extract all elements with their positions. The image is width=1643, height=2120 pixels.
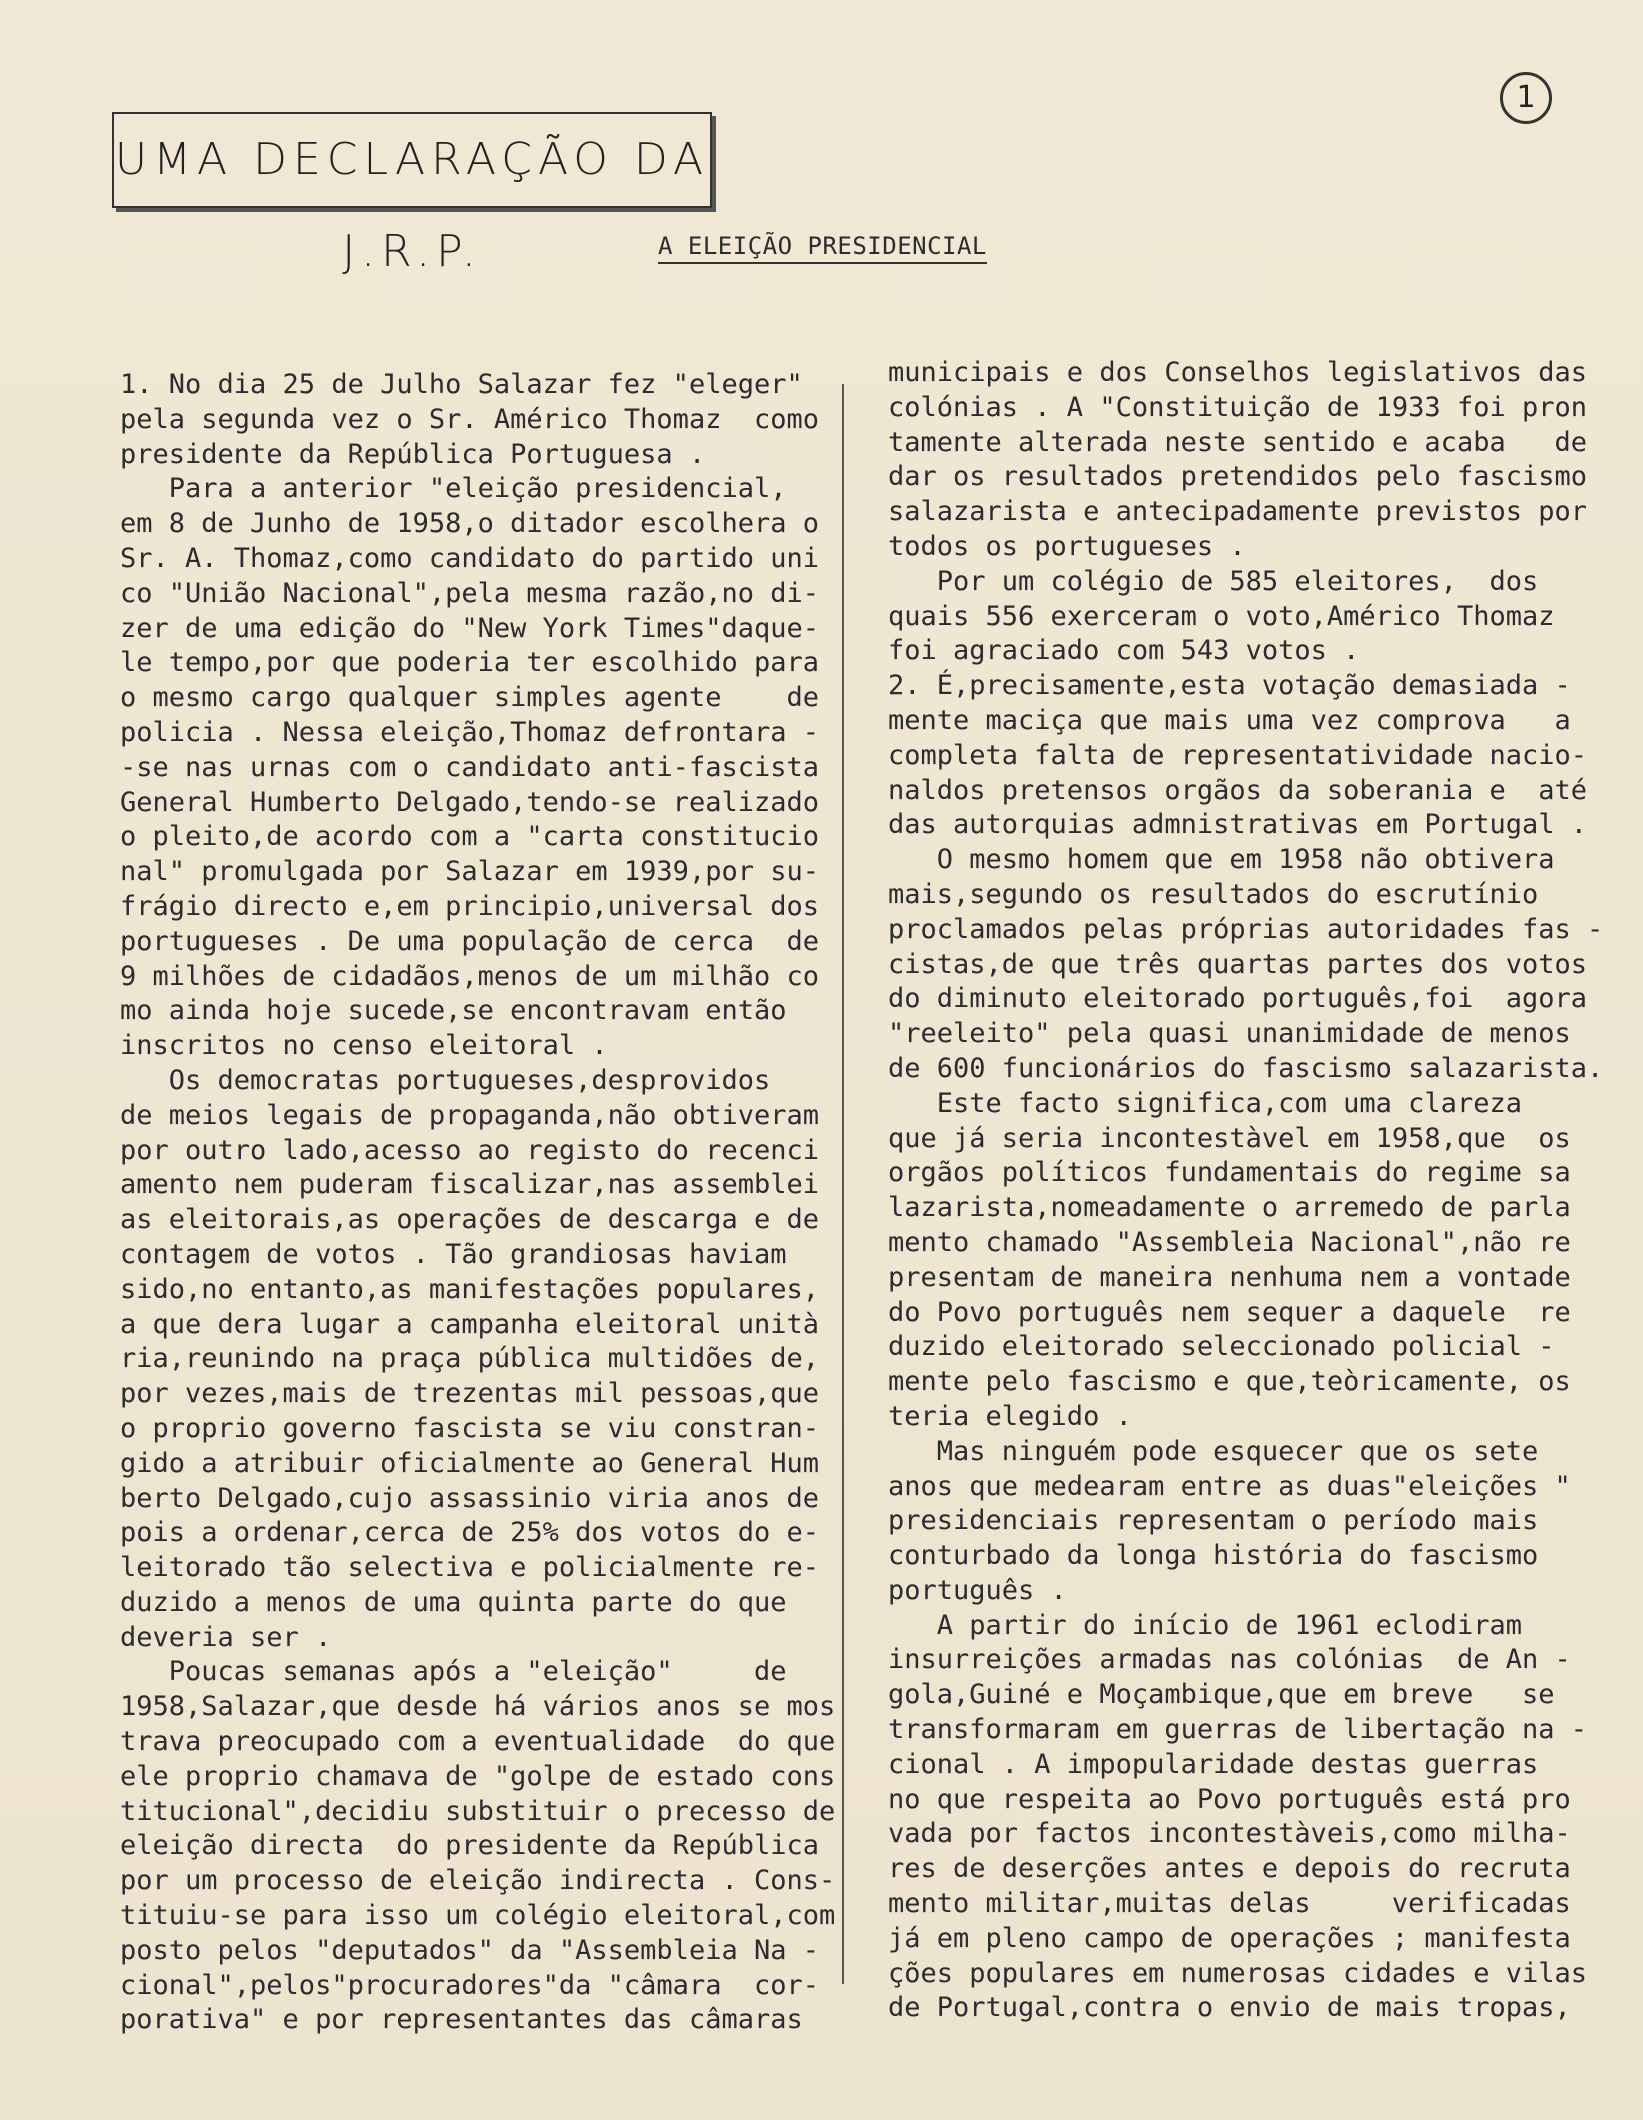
left-column-line: -se nas urnas com o candidato anti-fascista	[120, 751, 819, 783]
right-column-line: proclamados pelas próprias autoridades fas -	[888, 913, 1604, 945]
right-column-line: mento militar,muitas delas verificadas	[888, 1888, 1571, 1920]
right-column-line: vada por factos incontestàveis,como milha-	[888, 1818, 1571, 1850]
left-column-line: nal" promulgada por Salazar em 1939,por su-	[120, 856, 819, 888]
left-column-line: posto pelos "deputados" da "Assembleia Na -	[120, 1934, 819, 1966]
left-column-line: leitorado tão selectiva e policialmente re-	[120, 1552, 819, 1584]
right-column-line: "reeleito" pela quasi unanimidade de menos	[888, 1018, 1571, 1050]
right-column-line: cional . A impopularidade destas guerras	[888, 1748, 1539, 1780]
right-column-line: mento chamado "Assembleia Nacional",não re	[888, 1226, 1571, 1258]
right-column-line: dar os resultados pretendidos pelo fascismo	[888, 461, 1587, 493]
right-column-line: das autorquias admnistrativas em Portugal .	[888, 809, 1587, 841]
left-column-line: presidente da República Portuguesa .	[120, 438, 706, 470]
right-column-line: Este facto significa,com uma clareza	[888, 1087, 1522, 1119]
right-column-line: colónias . A "Constituição de 1933 foi pron	[888, 391, 1587, 423]
right-column-line: Por um colégio de 585 eleitores, dos	[888, 565, 1539, 597]
left-column-line: eleição directa do presidente da República	[120, 1830, 819, 1862]
right-column-line: gola,Guiné e Moçambique,que em breve se	[888, 1679, 1555, 1711]
left-column-line: duzido a menos de uma quinta parte do que	[120, 1586, 787, 1618]
right-column-line: duzido eleitorado seleccionado policial -	[888, 1331, 1555, 1363]
right-column-line: foi agraciado com 543 votos .	[888, 635, 1360, 667]
right-column-line: de 600 funcionários do fascismo salazarista.	[888, 1052, 1604, 1084]
left-column-line: de meios legais de propaganda,não obtiveram	[120, 1099, 819, 1131]
left-column-line: amento nem puderam fiscalizar,nas assemblei	[120, 1169, 819, 1201]
right-column-line: orgãos políticos fundamentais do regime sa	[888, 1157, 1571, 1189]
left-column-line: por um processo de eleição indirecta . Cons-	[120, 1865, 836, 1897]
left-column-line: o pleito,de acordo com a "carta constitucio	[120, 821, 819, 853]
right-column-line: português .	[888, 1574, 1067, 1606]
column-divider	[842, 384, 844, 1984]
right-column-line: teria elegido .	[888, 1400, 1132, 1432]
left-column-line: portugueses . De uma população de cerca de	[120, 925, 819, 957]
left-column-line: cional",pelos"procuradores"da "câmara cor-	[120, 1969, 819, 2001]
left-column-line: contagem de votos . Tão grandiosas haviam	[120, 1238, 787, 1270]
left-column-line: zer de uma edição do "New York Times"daque-	[120, 612, 819, 644]
right-column-line: mente maciça que mais uma vez comprova a	[888, 704, 1571, 736]
right-column-line: transformaram em guerras de libertação na -	[888, 1714, 1587, 1746]
left-column-line: a que dera lugar a campanha eleitoral unità	[120, 1308, 819, 1340]
right-column-line: insurreições armadas nas colónias de An -	[888, 1644, 1571, 1676]
left-column-line: o proprio governo fascista se viu constran-	[120, 1412, 819, 1444]
document-title: UMA DECLARAÇÃO DA J.R.P.	[112, 112, 712, 208]
left-column-line: porativa" e por representantes das câmaras	[120, 2004, 803, 2036]
left-column-line: Poucas semanas após a "eleição" de	[120, 1656, 787, 1688]
left-column-line: 9 milhões de cidadãos,menos de um milhão co	[120, 960, 819, 992]
left-column-line: por vezes,mais de trezentas mil pessoas,que	[120, 1378, 819, 1410]
right-column-line: do Povo português nem sequer a daquele re	[888, 1296, 1571, 1328]
left-column-line: ria,reunindo na praça pública multidões de,	[120, 1343, 819, 1375]
right-column-line: 2. É,precisamente,esta votação demasiada -	[888, 670, 1571, 702]
right-column-line: salazarista e antecipadamente previstos por	[888, 496, 1587, 528]
left-column-line: berto Delgado,cujo assassinio viria anos de	[120, 1482, 819, 1514]
right-column-line: naldos pretensos orgãos da soberania e até	[888, 774, 1587, 806]
right-column-line: que já seria incontestàvel em 1958,que os	[888, 1122, 1571, 1154]
right-column-line: presidenciais representam o período mais	[888, 1505, 1539, 1537]
left-column-line: trava preocupado com a eventualidade do que	[120, 1726, 836, 1758]
left-column-line: co "União Nacional",pela mesma razão,no di-	[120, 577, 819, 609]
left-column-line: ele proprio chamava de "golpe de estado cons	[120, 1760, 836, 1792]
left-column-line: em 8 de Junho de 1958,o ditador escolhera o	[120, 508, 819, 540]
right-column-line: A partir do início de 1961 eclodiram	[888, 1609, 1522, 1641]
right-column-line: conturbado da longa história do fascismo	[888, 1540, 1539, 1572]
left-column-line: deveria ser .	[120, 1621, 332, 1653]
right-column-line: mais,segundo os resultados do escrutínio	[888, 878, 1539, 910]
page-number: 1	[1500, 72, 1552, 124]
left-column-line: titucional",decidiu substituir o precesso de	[120, 1795, 836, 1827]
right-column-line: lazarista,nomeadamente o arremedo de parla	[888, 1192, 1571, 1224]
right-column-line: O mesmo homem que em 1958 não obtivera	[888, 844, 1555, 876]
right-column-line: de Portugal,contra o envio de mais tropas,	[888, 1992, 1571, 2024]
right-column-line: res de deserções antes e depois do recruta	[888, 1853, 1571, 1885]
right-column-line: cistas,de que três quartas partes dos votos	[888, 948, 1587, 980]
right-column-line: completa falta de representatividade nacio-	[888, 739, 1587, 771]
right-column-line: anos que medearam entre as duas"eleições "	[888, 1470, 1571, 1502]
right-column-line: mente pelo fascismo e que,teòricamente, os	[888, 1366, 1571, 1398]
right-column-line: presentam de maneira nenhuma nem a vontade	[888, 1261, 1571, 1293]
right-column-line: no que respeita ao Povo português está pro	[888, 1783, 1571, 1815]
left-column-line: Para a anterior "eleição presidencial,	[120, 473, 787, 505]
left-column-line: pela segunda vez o Sr. Américo Thomaz como	[120, 403, 819, 435]
left-column-line: inscritos no censo eleitoral .	[120, 1030, 608, 1062]
right-column-line: tamente alterada neste sentido e acaba de	[888, 426, 1587, 458]
right-column-line: ções populares em numerosas cidades e vilas	[888, 1957, 1587, 1989]
document-subtitle: A ELEIÇÃO PRESIDENCIAL	[658, 232, 987, 264]
left-column-line: sido,no entanto,as manifestações populares,	[120, 1273, 819, 1305]
left-column-line: pois a ordenar,cerca de 25% dos votos do e-	[120, 1517, 819, 1549]
left-column-line: o mesmo cargo qualquer simples agente de	[120, 682, 819, 714]
left-column-line: as eleitorais,as operações de descarga e de	[120, 1204, 819, 1236]
left-column-line: 1958,Salazar,que desde há vários anos se mos	[120, 1691, 836, 1723]
right-column	[888, 356, 1604, 2026]
left-column-line: Os democratas portugueses,desprovidos	[120, 1064, 771, 1096]
left-column-line: gido a atribuir oficialmente ao General Hum	[120, 1447, 819, 1479]
left-column-line: General Humberto Delgado,tendo-se realizado	[120, 786, 819, 818]
left-column	[120, 368, 836, 2038]
right-column-line: quais 556 exerceram o voto,Américo Thomaz	[888, 600, 1555, 632]
left-column-line: frágio directo e,em principio,universal dos	[120, 890, 819, 922]
right-column-line: Mas ninguém pode esquecer que os sete	[888, 1435, 1539, 1467]
left-column-line: mo ainda hoje sucede,se encontravam então	[120, 995, 787, 1027]
left-column-line: le tempo,por que poderia ter escolhido para	[120, 647, 819, 679]
left-column-line: Sr. A. Thomaz,como candidato do partido uni	[120, 542, 819, 574]
right-column-line: todos os portugueses .	[888, 530, 1246, 562]
right-column-line: municipais e dos Conselhos legislativos das	[888, 357, 1587, 388]
right-column-line: do diminuto eleitorado português,foi agora	[888, 983, 1587, 1015]
right-column-line: já em pleno campo de operações ; manifesta	[888, 1922, 1571, 1954]
left-column-line: policia . Nessa eleição,Thomaz defrontara -	[120, 716, 819, 748]
left-column-line: tituiu-se para isso um colégio eleitoral,com	[120, 1900, 836, 1932]
left-column-line: por outro lado,acesso ao registo do recenci	[120, 1134, 819, 1166]
left-column-line: 1. No dia 25 de Julho Salazar fez "eleger"	[120, 369, 803, 400]
